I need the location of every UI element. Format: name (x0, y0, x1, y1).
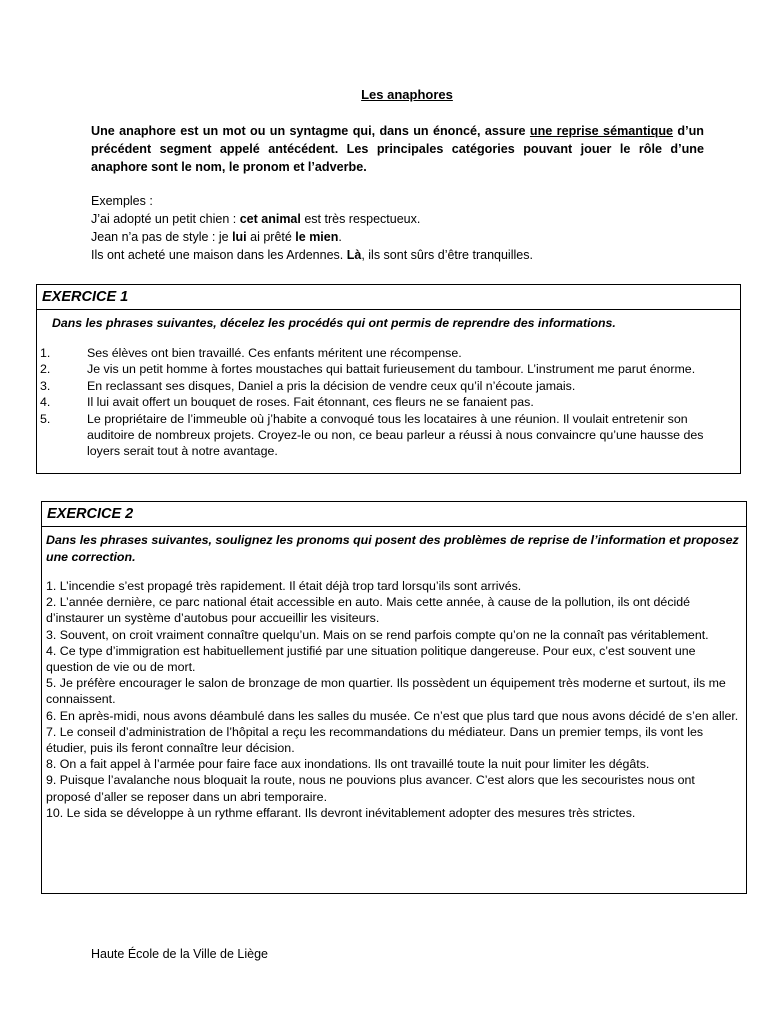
list-item: 10. Le sida se développe à un rythme effarant. Ils devront inévitablement adopter des mesures très strictes. (46, 805, 636, 820)
exercise-2-instruction: Dans les phrases suivantes, soulignez les pronoms qui posent des problèmes de reprise de l’information et proposez une correction. (46, 533, 739, 564)
list-item (37, 411, 740, 460)
example-2-text-end: . (338, 230, 342, 244)
item-number: 1. (40, 346, 51, 360)
item-number: 5. (40, 411, 51, 426)
example-1 (91, 210, 711, 228)
list-item: 6. En après-midi, nous avons déambulé dans les salles du musée. Ce n’est que plus tard que nous avons décidé de s’en aller. (46, 708, 739, 723)
example-2-text-mid: ai prêté (246, 230, 296, 244)
list-item: 2. L’année dernière, ce parc national était accessible en auto. Mais cette année, à cause de la pollution, ils ont décidé d’instaurer un système d’autobus pour accueillir les visiteurs. (46, 595, 691, 626)
exercise-2-title: EXERCICE 2 (42, 502, 746, 527)
list-item: 1. L’incendie s’est propagé très rapidement. Il était déjà trop tard lorsqu’ils sont arrivés. (46, 579, 522, 593)
list-item: 4. Ce type d’immigration est habituellement justifié par une situation politique dangereuse. Pour eux, c’est souvent une question de vie ou de mort. (46, 643, 696, 675)
intro-paragraph (91, 122, 704, 176)
item-number: 2. (40, 362, 51, 377)
example-1-anaphora: cet animal (239, 212, 301, 226)
example-1-text: J’ai adopté un petit chien : (91, 212, 240, 226)
list-item: 5. Je préfère encourager le salon de bronzage de mon quartier. Ils possèdent un équipement très moderne et surtout, ils me connaissent. (46, 676, 726, 707)
list-item: 7. Le conseil d’administration de l’hôpital a reçu les recommandations du médiateur. Dans un premier temps, ils vont les étudier, puis ils feront connaître leur décision. (46, 724, 704, 756)
list-item (37, 345, 740, 361)
example-2-anaphora: lui (232, 230, 247, 244)
example-1-text-end: est très respectueux. (300, 212, 421, 226)
item-text: Le propriétaire de l’immeuble où j’habite a convoqué tous les locataires à une réunion. Il voulait entretenir son auditoire de nombreux projets. Croyez-le ou non, ce beau parleur a réussi à nous convaincre qu’une hausse des loyers serait tout à notre avantage. (87, 411, 704, 459)
examples-block (91, 192, 711, 264)
exercise-2-list (42, 578, 746, 821)
exercise-1-list (37, 345, 740, 460)
example-2-text: Jean n’a pas de style : je (91, 230, 233, 244)
example-2 (91, 228, 711, 246)
intro-text-2: d’un précédent segment appelé antécédent. Les principales catégories pouvant jouer le rôle d’une anaphore sont le nom, le pronom et l’adverbe. (91, 124, 704, 174)
example-3 (91, 246, 711, 264)
example-3-anaphora: Là (346, 248, 362, 262)
item-text: Je vis un petit homme à fortes moustaches qui battait furieusement du tambour. L’instrument me parut énorme. (87, 362, 696, 377)
example-3-text: Ils ont acheté une maison dans les Ardennes. (91, 248, 347, 262)
list-item: 3. Souvent, on croit vraiment connaître quelqu’un. Mais on se rend parfois compte qu’on ne la connaît pas véritablement. (46, 627, 709, 642)
example-2-anaphora-2: le mien (295, 230, 339, 244)
examples-heading: Exemples : (91, 194, 153, 208)
list-item (37, 378, 740, 394)
exercise-1-title: EXERCICE 1 (37, 285, 740, 310)
intro-text-1: Une anaphore est un mot ou un syntagme qui, dans un énoncé, assure (91, 124, 530, 138)
list-item: 9. Puisque l’avalanche nous bloquait la route, nous ne pouvions plus avancer. C’est alors que les secouristes nous ont proposé d’aller se reposer dans un abri temporaire. (46, 773, 695, 804)
item-text: Il lui avait offert un bouquet de roses. Fait étonnant, ces fleurs ne se fanaient pas. (87, 395, 534, 410)
exercise-1-instruction: Dans les phrases suivantes, décelez les procédés qui ont permis de reprendre des informations. (52, 316, 616, 330)
list-item (37, 394, 740, 410)
item-text: Ses élèves ont bien travaillé. Ces enfants méritent une récompense. (87, 346, 462, 360)
page-title: Les anaphores (361, 87, 453, 102)
item-text: En reclassant ses disques, Daniel a pris la décision de vendre ceux qu’il n’écoute jamais. (87, 378, 576, 393)
list-item: 8. On a fait appel à l’armée pour faire face aux inondations. Ils ont travaillé toute la nuit pour limiter les dégâts. (46, 757, 650, 772)
example-3-text-end: , ils sont sûrs d’être tranquilles. (361, 248, 533, 262)
footer-institution: Haute École de la Ville de Liège (91, 947, 268, 961)
list-item (37, 361, 740, 377)
exercise-2-box (41, 501, 747, 894)
intro-underlined-term: une reprise sémantique (529, 124, 674, 138)
item-number: 4. (40, 395, 51, 410)
exercise-1-box (36, 284, 741, 474)
item-number: 3. (40, 378, 51, 393)
